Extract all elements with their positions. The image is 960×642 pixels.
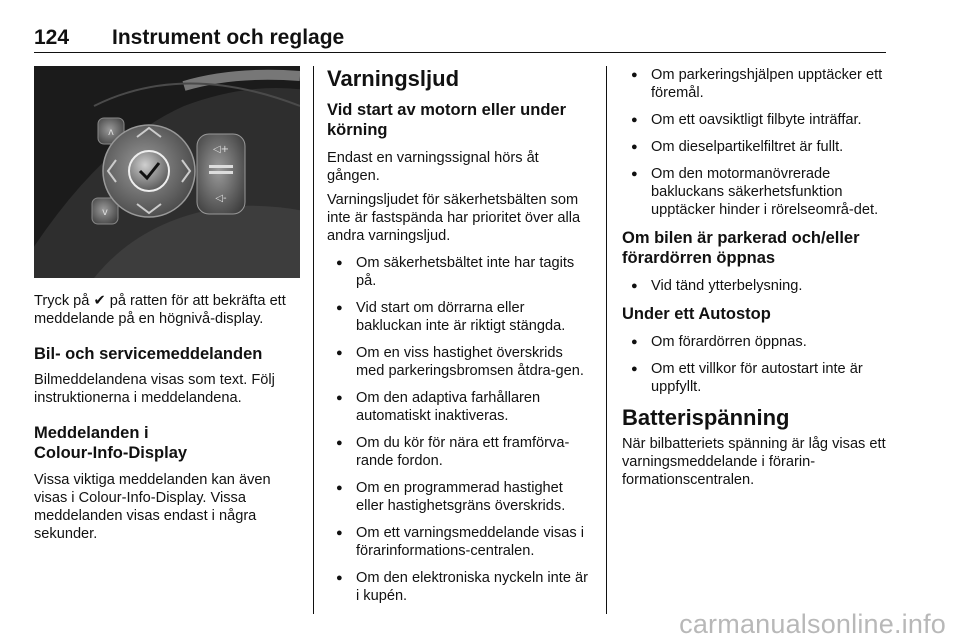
list-item: ● Om ett oavsiktligt filbyte inträffar. (622, 111, 888, 129)
list-item: ● Om dieselpartikelfiltret är fullt. (622, 138, 888, 156)
checkmark-icon: ✔ (93, 293, 106, 309)
column-divider-2 (606, 66, 607, 614)
list-item: ● Vid tänd ytterbelysning. (622, 277, 888, 295)
list-item: ● Om säkerhetsbältet inte har tagits på. (327, 254, 590, 290)
warning-list-continued (622, 66, 888, 219)
column-2 (327, 66, 590, 614)
list-item: ● Om parkeringshjälpen upptäcker ett föremål. (622, 66, 888, 102)
list-item: ● Om du kör för nära ett framförva-rande fordon. (327, 434, 590, 470)
steering-wheel-illustration (34, 66, 300, 278)
heading-parkerad: Om bilen är parkerad och/eller förardörren öppnas (622, 229, 860, 267)
heading-vid-start: Vid start av motorn eller under körning (327, 101, 567, 139)
page-header (34, 24, 886, 53)
list-item: ● Om en programmerad hastighet eller hastighetsgräns överskrids. (327, 479, 590, 515)
figure-caption: Tryck på ✔ på ratten för att bekräfta ett meddelande på en högnivå-display. (34, 293, 286, 327)
heading-batterispanning: Batterispänning (622, 405, 790, 430)
paragraph-batteri: När bilbatteriets spänning är låg visas ett varningsmeddelande i förarin-formationscentralen. (622, 436, 886, 488)
page-number: 124 (34, 26, 70, 49)
svg-text:v: v (102, 207, 108, 218)
column-3 (622, 66, 888, 489)
list-item: ● Om ett villkor för autostart inte är uppfyllt. (622, 360, 888, 396)
warning-list (327, 254, 590, 605)
paragraph-colour-info: Vissa viktiga meddelanden kan även visas i Colour-Info-Display. Vissa meddelanden visas endast i några sekunder. (34, 472, 271, 542)
list-item: ● Om en viss hastighet överskrids med parkeringsbromsen åtdra-gen. (327, 344, 590, 380)
heading-varningsljud: Varningsljud (327, 66, 460, 91)
paragraph-bilmeddelanden: Bilmeddelandena visas som text. Följ instruktionerna i meddelandena. (34, 372, 275, 406)
parked-list (622, 277, 888, 295)
list-item: ● Om ett varningsmeddelande visas i förarinformations-centralen. (327, 524, 590, 560)
autostop-list (622, 333, 888, 396)
svg-text:◁+: ◁+ (212, 144, 230, 155)
column-divider-1 (313, 66, 314, 614)
heading-meddelanden-colour-info: Meddelanden i Colour-Info-Display (34, 424, 188, 462)
steering-wheel-controls-image (34, 66, 300, 278)
svg-text:◁-: ◁- (215, 193, 227, 204)
list-item: ● Om förardörren öppnas. (622, 333, 888, 351)
list-item: ● Om den adaptiva farhållaren automatiskt inaktiveras. (327, 389, 590, 425)
watermark: carmanualsonline.info (679, 609, 946, 639)
page-title: Instrument och reglage (112, 26, 345, 49)
heading-bil-och-service: Bil- och servicemeddelanden (34, 345, 263, 363)
paragraph-varningssignal: Endast en varningssignal hörs åt gången. (327, 150, 539, 184)
list-item: ● Om den elektroniska nyckeln inte är i kupén. (327, 569, 590, 605)
column-1 (34, 66, 300, 543)
heading-autostop: Under ett Autostop (622, 305, 771, 323)
svg-text:ᴧ: ᴧ (108, 127, 114, 138)
list-item: ● Vid start om dörrarna eller bakluckan inte är riktigt stängda. (327, 299, 590, 335)
list-item: ● Om den motormanövrerade bakluckans säkerhetsfunktion upptäcker hinder i rörelseområ-det. (622, 165, 888, 219)
paragraph-sakerhetsbalten: Varningsljudet för säkerhetsbälten som inte är fastspända har prioritet över alla andra varningsljud. (327, 192, 581, 244)
